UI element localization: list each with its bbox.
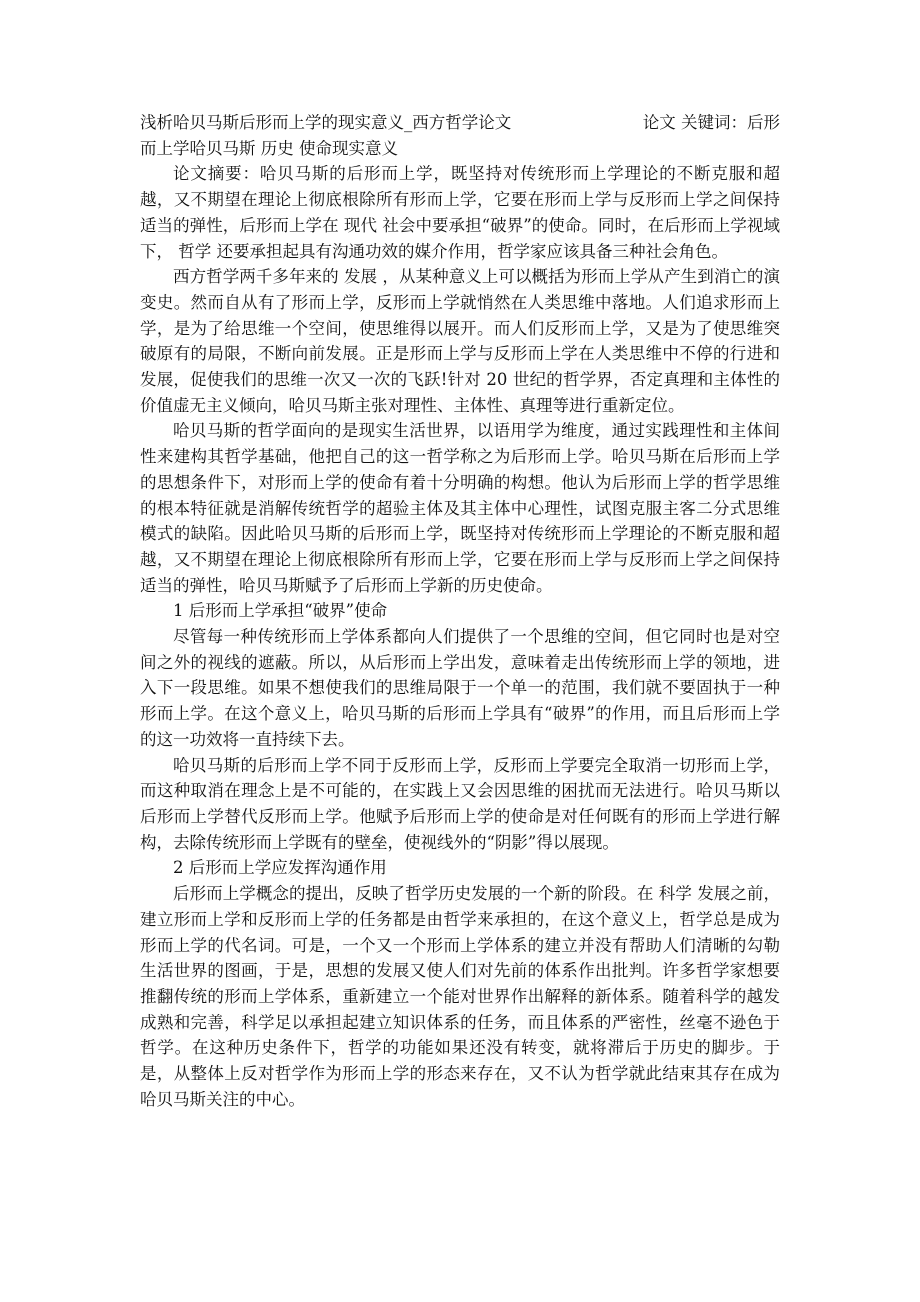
keywords-continued: 而上学哈贝马斯 历史 使命现实意义 — [140, 138, 398, 158]
section-heading-1: 1 后形而上学承担“破界”使命 — [173, 601, 388, 621]
body-paragraph: 哈贝马斯的哲学面向的是现实生活世界，以语用学为维度，通过实践理性和主体间性来建构其哲学基础，他把自己的这一哲学称之为后形而上学。哈贝马斯在后形而上学的思想条件下，对形而上学的使命有着十分明确的构想。他认为后形而上学的哲学思维的根本特征就是消解传统哲学的超验主体及其主体中心理性，试图克服主客二分式思维模式的缺陷。因此哈贝马斯的后形而上学，既坚持对传统形而上学理论的不断克服和超越，又不期望在理论上彻底根除所有形而上学，它要在形而上学与反形而上学之间保持适当的弹性，哈贝马斯赋予了后形而上学新的历史使命。 — [140, 421, 780, 595]
keywords-label: 论文 关键词：后形 — [642, 113, 780, 132]
section-heading-2: 2 后形而上学应发挥沟通作用 — [173, 858, 387, 878]
body-paragraph: 西方哲学两千多年来的 发展 ，从某种意义上可以概括为形而上学从产生到消亡的演变史。然而自从有了形而上学，反形而上学就悄然在人类思维中落地。人们追求形而上学，是为了给思维一个空间，使思维得以展开。而人们反形而上学，又是为了使思维突破原有的局限，不断向前发展。正是形而上学与反形而上学在人类思维中不停的行进和发展，促使我们的思维一次又一次的飞跃!针对 20 世纪的哲学界，否定真理和主体性的价值虚无主义倾向，哈贝马斯主张对理性、主体性、真理等进行重新定位。 — [140, 267, 780, 415]
body-paragraph: 哈贝马斯的后形而上学不同于反形而上学，反形而上学要完全取消一切形而上学，而这种取消在理念上是不可能的，在实践上又会因思维的困扰而无法进行。哈贝马斯以后形而上学替代反形而上学。他赋予后形而上学的使命是对任何既有的形而上学进行解构，去除传统形而上学既有的壁垒，使视线外的“阴影”得以展现。 — [140, 755, 780, 852]
title-line — [140, 110, 780, 136]
document-page — [140, 110, 780, 1112]
document-title: 浅析哈贝马斯后形而上学的现实意义_西方哲学论文 — [140, 113, 512, 132]
abstract-paragraph: 论文摘要：哈贝马斯的后形而上学，既坚持对传统形而上学理论的不断克服和超越，又不期望在理论上彻底根除所有形而上学，它要在形而上学与反形而上学之间保持适当的弹性，后形而上学在 现代 社会中要承担“破界”的使命。同时，在后形而上学视域下， 哲学 还要承担起具有沟通功效的媒介作用，哲学家应该具备三种社会角色。 — [140, 164, 780, 261]
body-paragraph: 尽管每一种传统形而上学体系都向人们提供了一个思维的空间，但它同时也是对空间之外的视线的遮蔽。所以，从后形而上学出发，意味着走出传统形而上学的领地，进入下一段思维。如果不想使我们的思维局限于一个单一的范围，我们就不要固执于一种形而上学。在这个意义上，哈贝马斯的后形而上学具有“破界”的作用，而且后形而上学的这一功效将一直持续下去。 — [140, 627, 780, 749]
body-paragraph: 后形而上学概念的提出，反映了哲学历史发展的一个新的阶段。在 科学 发展之前，建立形而上学和反形而上学的任务都是由哲学来承担的，在这个意义上，哲学总是成为形而上学的代名词。可是，一个又一个形而上学体系的建立并没有帮助人们清晰的勾勒生活世界的图画，于是，思想的发展又使人们对先前的体系作出批判。许多哲学家想要推翻传统的形而上学体系，重新建立一个能对世界作出解释的新体系。随着科学的越发成熟和完善，科学足以承担起建立知识体系的任务，而且体系的严密性，丝毫不逊色于哲学。在这种历史条件下，哲学的功能如果还没有转变，就将滞后于历史的脚步。于是，从整体上反对哲学作为形而上学的形态来存在，又不认为哲学就此结束其存在成为哈贝马斯关注的中心。 — [140, 884, 780, 1109]
